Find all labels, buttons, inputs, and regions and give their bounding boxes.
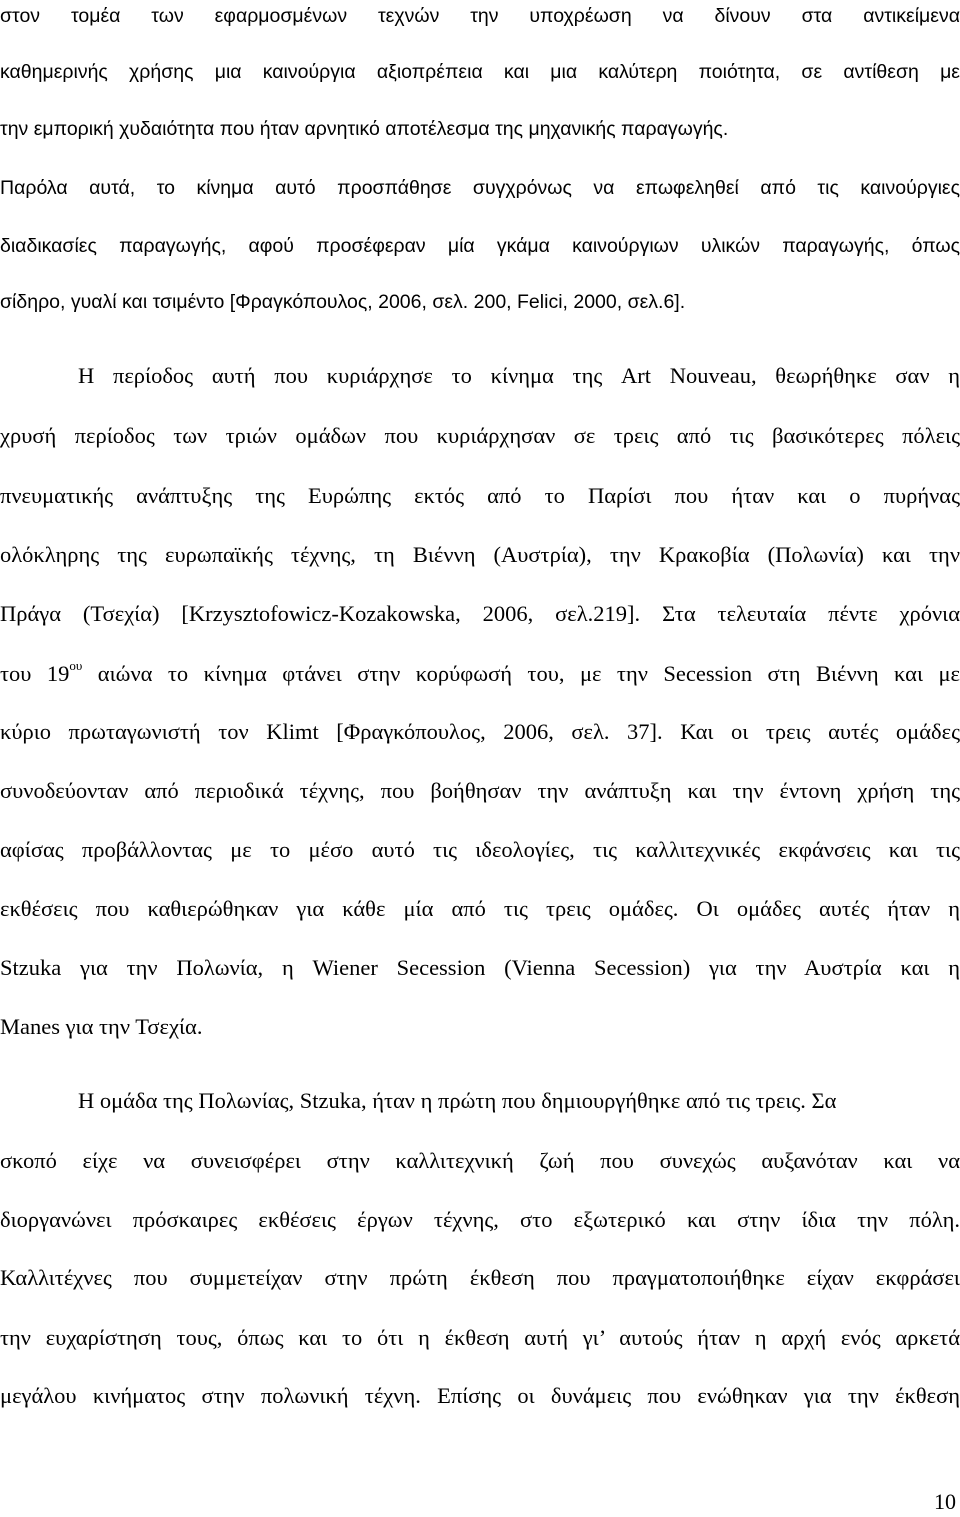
text-line: καθημερινής χρήσης μια καινούργια αξιοπρέπεια και μια καλύτερη ποιότητα, σε αντίθεση με <box>0 61 960 83</box>
text-span: αιώνα το κίνημα φτάνει στην κορύφωσή του, με την Secession στη Βιέννη και με <box>82 661 960 686</box>
text-line: Η ομάδα της Πολωνίας, Stzuka, ήταν η πρώτη που δημιουργήθηκε από τις τρεις. Σα <box>78 1088 837 1113</box>
text-line: αφίσας προβάλλοντας με το μέσο αυτό τις ιδεολογίες, τις καλλιτεχνικές εκφάνσεις και τις <box>0 837 960 862</box>
text-line: συνοδεύονταν από περιοδικά τέχνης, που βοήθησαν την ανάπτυξη και την έντονη χρήση της <box>0 778 960 803</box>
text-line: την εμπορική χυδαιότητα που ήταν αρνητικό αποτέλεσμα της μηχανικής παραγωγής. <box>0 118 729 140</box>
text-line: Manes για την Τσεχία. <box>0 1014 203 1039</box>
text-line: κύριο πρωταγωνιστή τον Klimt [Φραγκόπουλος, 2006, σελ. 37]. Και οι τρεις αυτές ομάδες <box>0 719 960 744</box>
text-line: Stzuka για την Πολωνία, η Wiener Secession (Vienna Secession) για την Αυστρία και η <box>0 955 960 980</box>
text-line: χρυσή περίοδος των τριών ομάδων που κυριάρχησαν σε τρεις από τις βασικότερες πόλεις <box>0 423 960 448</box>
text-line: Παρόλα αυτά, το κίνημα αυτό προσπάθησε συγχρόνως να επωφεληθεί από τις καινούργιες <box>0 177 960 199</box>
text-line: την ευχαρίστηση τους, όπως και το ότι η έκθεση αυτή γι’ αυτούς ήταν η αρχή ενός αρκετά <box>0 1325 960 1350</box>
text-line: εκθέσεις που καθιερώθηκαν για κάθε μία από τις τρεις ομάδες. Οι ομάδες αυτές ήταν η <box>0 896 960 921</box>
text-line: Πράγα (Τσεχία) [Krzysztofowicz-Kozakowska, 2006, σελ.219]. Στα τελευταία πέντε χρόνια <box>0 601 960 626</box>
text-span: του 19 <box>0 661 70 686</box>
text-line: ολόκληρης της ευρωπαϊκής τέχνης, τη Βιέννη (Αυστρία), την Κρακοβία (Πολωνία) και την <box>0 542 960 567</box>
text-line: διοργανώνει πρόσκαιρες εκθέσεις έργων τέχνης, στο εξωτερικό και στην ίδια την πόλη. <box>0 1207 960 1232</box>
text-line <box>0 658 960 686</box>
text-line: Καλλιτέχνες που συμμετείχαν στην πρώτη έκθεση που πραγματοποιήθηκε είχαν εκφράσει <box>0 1265 960 1290</box>
text-line: Η περίοδος αυτή που κυριάρχησε το κίνημα της Art Nouveau, θεωρήθηκε σαν η <box>78 363 960 388</box>
text-line: σίδηρο, γυαλί και τσιμέντο [Φραγκόπουλος, 2006, σελ. 200, Felici, 2000, σελ.6]. <box>0 291 686 313</box>
text-line: διαδικασίες παραγωγής, αφού προσέφεραν μία γκάμα καινούργιων υλικών παραγωγής, όπως <box>0 235 960 257</box>
text-line: σκοπό είχε να συνεισφέρει στην καλλιτεχνική ζωή που συνεχώς αυξανόταν και να <box>0 1148 960 1173</box>
text-line: πνευματικής ανάπτυξης της Ευρώπης εκτός από το Παρίσι που ήταν και ο πυρήνας <box>0 483 960 508</box>
superscript: ου <box>69 658 83 673</box>
page-number: 10 <box>934 1489 956 1514</box>
text-line: στον τομέα των εφαρμοσμένων τεχνών την υποχρέωση να δίνουν στα αντικείμενα <box>0 5 960 27</box>
text-line: μεγάλου κινήματος στην πολωνική τέχνη. Επίσης οι δυνάμεις που ενώθηκαν για την έκθεση <box>0 1383 960 1408</box>
